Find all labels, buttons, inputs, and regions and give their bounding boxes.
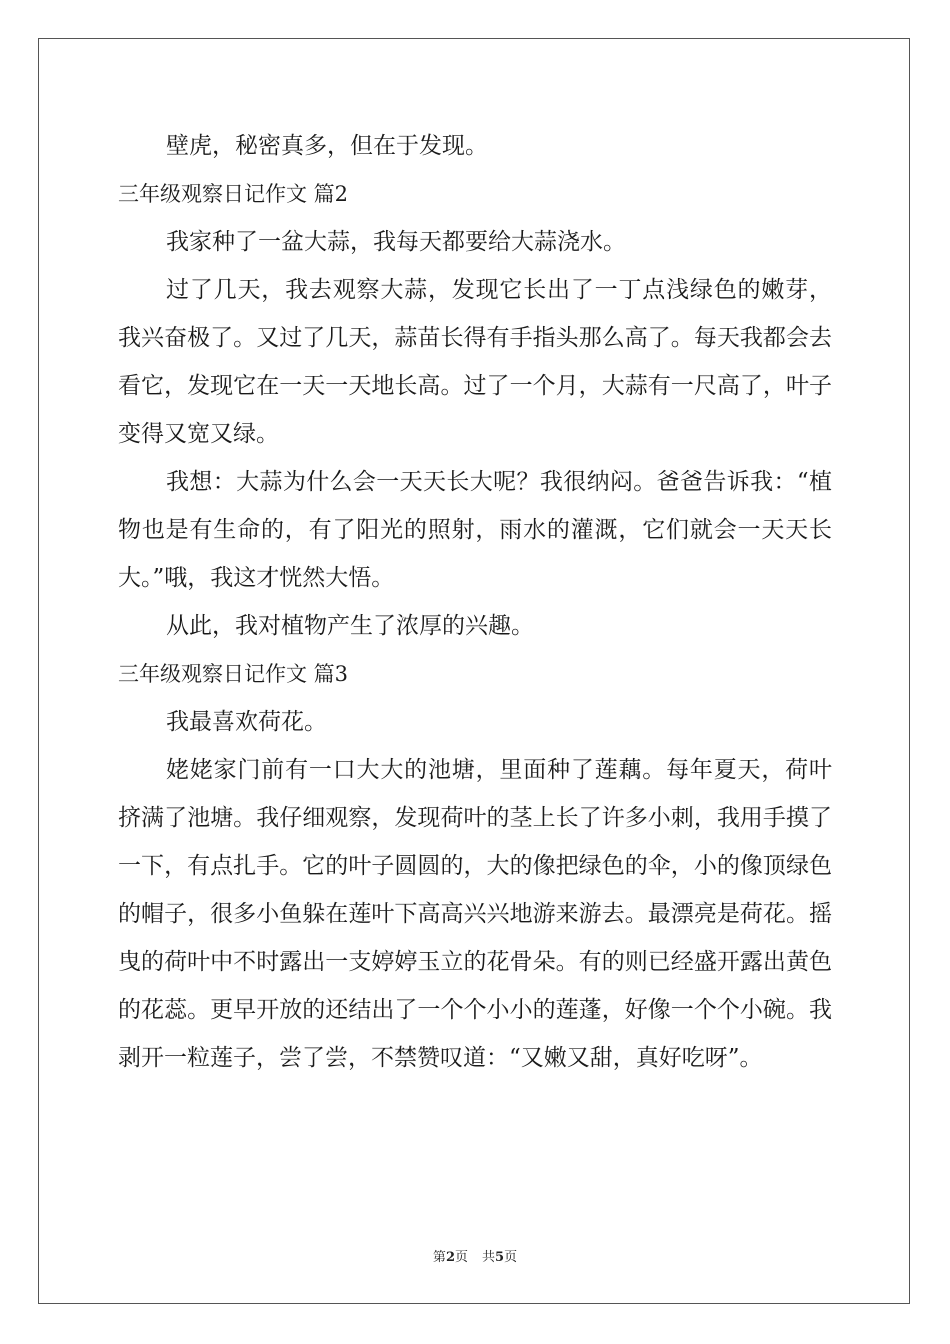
- paragraph-garlic-1: 我家种了一盆大蒜，我每天都要给大蒜浇水。: [166, 229, 626, 255]
- paragraph-garlic-2: 过了几天，我去观察大蒜，发现它长出了一丁点浅绿色的嫩芽，我兴奋极了。又过了几天，蒜苗长得有手指头那么高了。每天我都会去看它，发现它在一天一天地长高。过了一个月，大蒜有一尺高了，叶子变得又宽又绿。: [118, 277, 832, 447]
- total-suffix: 页: [504, 1250, 518, 1265]
- document-body: [118, 122, 832, 1082]
- section-heading-3: 三年级观察日记作文 篇3: [118, 662, 349, 686]
- paragraph-intro-end: 壁虎，秘密真多，但在于发现。: [166, 133, 488, 159]
- page-prefix: 第: [432, 1250, 446, 1265]
- page-suffix: 页: [454, 1250, 468, 1265]
- paragraph-garlic-3: 我想：大蒜为什么会一天天长大呢？我很纳闷。爸爸告诉我：“植物也是有生命的，有了阳光的照射，雨水的灌溉，它们就会一天天长大。”哦，我这才恍然大悟。: [118, 469, 832, 591]
- paragraph-lotus-2: 姥姥家门前有一口大大的池塘，里面种了莲藕。每年夏天，荷叶挤满了池塘。我仔细观察，发现荷叶的茎上长了许多小刺，我用手摸了一下，有点扎手。它的叶子圆圆的，大的像把绿色的伞，小的像顶绿色的帽子，很多小鱼躲在莲叶下高高兴兴地游来游去。最漂亮是荷花。摇曳的荷叶中不时露出一支婷婷玉立的花骨朵。有的则已经盛开露出黄色的花蕊。更早开放的还结出了一个个小小的莲蓬，好像一个个小碗。我剥开一粒莲子，尝了尝，不禁赞叹道：“又嫩又甜，真好吃呀”。: [118, 757, 832, 1071]
- total-prefix: 共: [482, 1250, 496, 1265]
- page-footer: [0, 1246, 950, 1265]
- page-number-current: 2: [445, 1250, 455, 1265]
- paragraph-lotus-1: 我最喜欢荷花。: [166, 709, 327, 735]
- section-heading-2: 三年级观察日记作文 篇2: [118, 182, 349, 206]
- paragraph-garlic-4: 从此，我对植物产生了浓厚的兴趣。: [166, 613, 534, 639]
- page-number-total: 5: [495, 1250, 505, 1265]
